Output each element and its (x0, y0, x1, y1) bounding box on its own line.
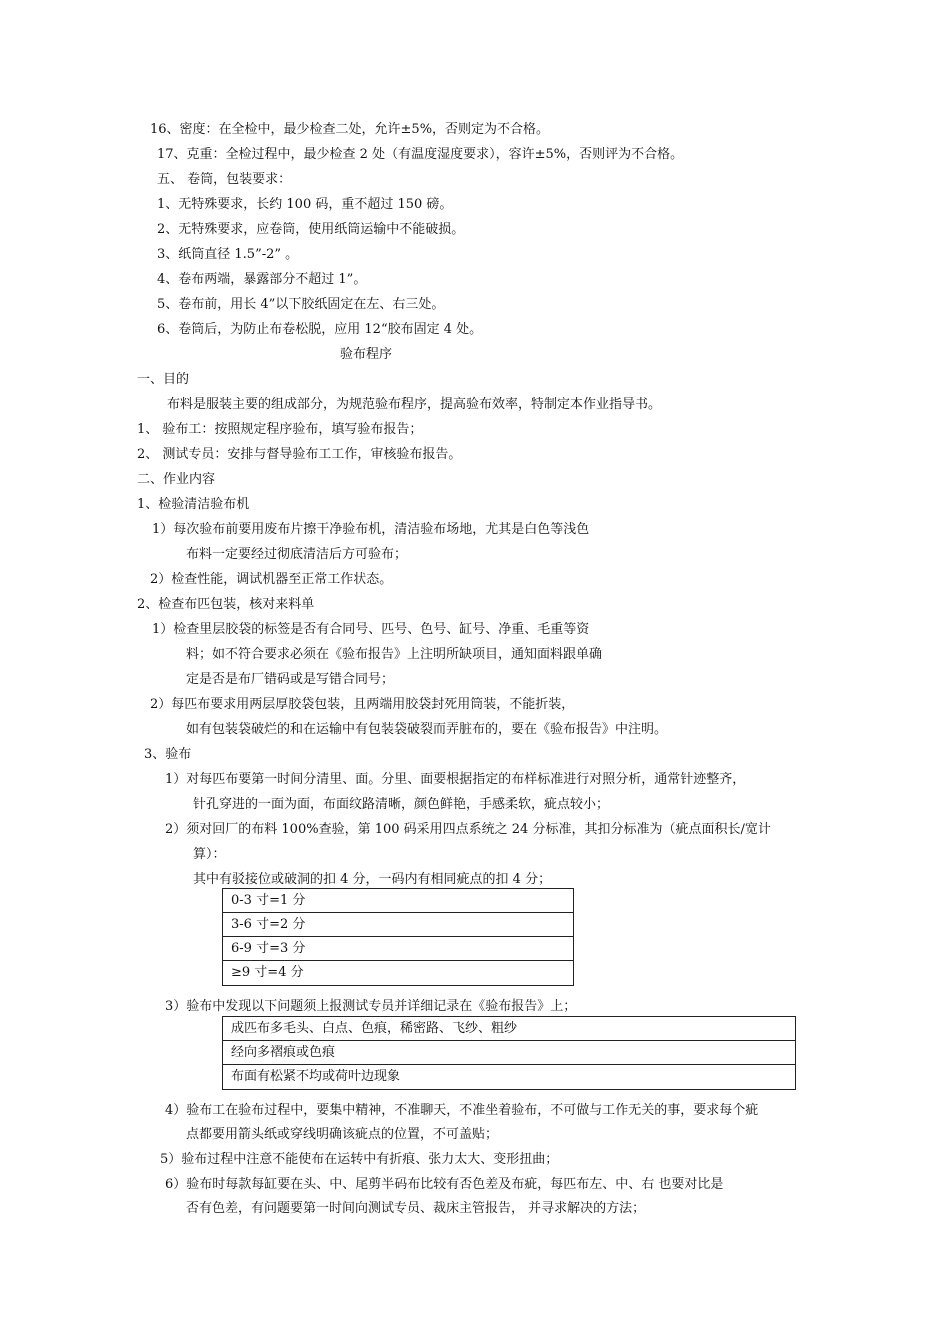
text-line: 4）验布工在验布过程中，要集中精神，不准聊天，不准坐着验布，不可做与工作无关的事，要求每个疵 (165, 1103, 759, 1118)
text-line: 2、 测试专员：安排与督导验布工工作，审核验布报告。 (137, 447, 462, 462)
deduction-row: ≥9 寸=4 分 (231, 965, 304, 980)
text-line: 2）检查性能，调试机器至正常工作状态。 (150, 572, 393, 587)
issue-row: 布面有松紧不均或荷叶边现象 (231, 1069, 401, 1084)
deduction-row: 6-9 寸=3 分 (223, 937, 573, 961)
text-line: 2、无特殊要求，应卷筒，使用纸筒运输中不能破损。 (157, 222, 465, 237)
section-heading: 一、目的 (137, 372, 190, 387)
issue-table (222, 1016, 796, 1090)
text-line: 布料一定要经过彻底清洁后方可验布； (186, 547, 408, 562)
issue-row: 经向多褶痕或色痕 (223, 1041, 795, 1065)
text-line: 1、 验布工：按照规定程序验布，填写验布报告； (137, 422, 423, 437)
text-line: 1）每次验布前要用废布片擦干净验布机，清洁验布场地，尤其是白色等浅色 (152, 522, 590, 537)
issue-row: 成匹布多毛头、白点、色痕，稀密路、飞纱、粗纱 (223, 1017, 795, 1041)
text-line: 6、卷筒后，为防止布卷松脱，应用 12“胶布固定 4 处。 (157, 322, 483, 337)
text-line: 布料是服装主要的组成部分，为规范验布程序，提高验布效率，特制定本作业指导书。 (167, 397, 662, 412)
text-line: 否有色差，有问题要第一时间向测试专员、裁床主管报告， 并寻求解决的方法； (186, 1201, 646, 1216)
document-title: 验布程序 (340, 347, 393, 362)
text-line: 3、纸筒直径 1.5”-2” 。 (157, 247, 299, 262)
text-line: 2）须对回厂的布料 100%查验，第 100 码采用四点系统之 24 分标准，其扣分标准为（疵点面积长/宽计 (165, 822, 771, 837)
text-line: 料；如不符合要求必须在《验布报告》上注明所缺项目，通知面料跟单确 (186, 647, 603, 662)
text-line: 1、检验清洁验布机 (137, 497, 250, 512)
text-line: 定是否是布厂错码或是写错合同号； (186, 672, 395, 687)
deduction-table (222, 888, 574, 986)
text-line: 3、验布 (144, 747, 192, 762)
text-line: 算）： (193, 847, 226, 862)
text-line: 5）验布过程中注意不能使布在运转中有折痕、张力太大、变形扭曲； (160, 1152, 559, 1167)
text-line: 16、密度：在全检中，最少检查二处，允许±5%，否则定为不合格。 (150, 122, 550, 137)
text-line: 5、卷布前，用长 4”以下胶纸固定在左、右三处。 (157, 297, 445, 312)
text-line: 1）对每匹布要第一时间分清里、面。分里、面要根据指定的布样标准进行对照分析，通常针迹整齐， (165, 772, 746, 787)
text-line: 1）检查里层胶袋的标签是否有合同号、匹号、色号、缸号、净重、毛重等资 (152, 622, 590, 637)
text-line: 2、检查布匹包装，核对来料单 (137, 597, 315, 612)
section-heading: 二、作业内容 (137, 472, 216, 487)
text-line: 其中有驳接位或破洞的扣 4 分，一码内有相同疵点的扣 4 分； (193, 872, 552, 887)
deduction-row: 0-3 寸=1 分 (223, 889, 573, 913)
text-line: 如有包装袋破烂的和在运输中有包装袋破裂而弄脏布的，要在《验布报告》中注明。 (186, 722, 668, 737)
text-line: 6）验布时每款每缸要在头、中、尾剪半码布比较有否色差及布疵，每匹布左、中、右 也要对比是 (165, 1177, 724, 1192)
text-line: 1、无特殊要求，长约 100 码，重不超过 150 磅。 (157, 197, 453, 212)
text-line: 3）验布中发现以下问题须上报测试专员并详细记录在《验布报告》上； (165, 999, 577, 1014)
deduction-row: 3-6 寸=2 分 (223, 913, 573, 937)
text-line: 点都要用箭头纸或穿线明确该疵点的位置，不可盖贴； (186, 1127, 499, 1142)
text-line: 4、卷布两端，暴露部分不超过 1”。 (157, 272, 367, 287)
text-line: 2）每匹布要求用两层厚胶袋包装，且两端用胶袋封死用筒装，不能折装， (150, 697, 575, 712)
section-heading: 五、 卷筒，包装要求： (157, 172, 292, 187)
text-line: 17、克重：全检过程中，最少检查 2 处（有温度湿度要求），容许±5%，否则评为不合格。 (157, 147, 684, 162)
text-line: 针孔穿进的一面为面，布面纹路清晰，颜色鲜艳，手感柔软，疵点较小； (193, 797, 610, 812)
